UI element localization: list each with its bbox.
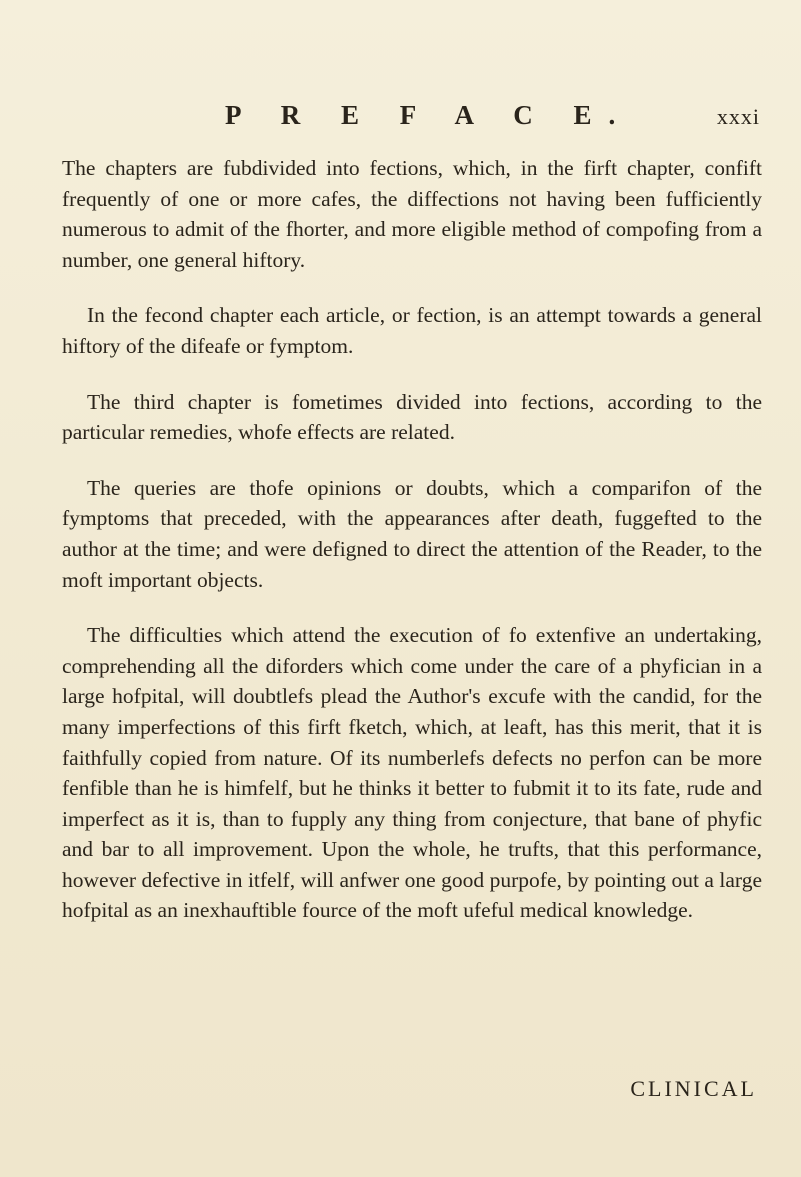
page-number: xxxi [716,104,760,129]
paragraph-chapters: The chapters are fubdivided into fections, which, in the firft chapter, confift frequently of one or more cafes, the diffections not having been fufficiently numerous to admit of the fhorter, and more eligible method of compofing from a number, one general hiftory. [62,156,762,272]
paragraph-queries: The queries are thofe opinions or doubts, which a comparifon of the fymptoms that preceded, with the appearances after death, fuggefted to the author at the time; and were defigned to direct the attention of the Reader, to the moft important objects. [62,475,762,592]
paragraph-third-chapter: The third chapter is fometimes divided into fections, according to the particular remedies, whofe effects are related. [62,389,762,445]
running-head-title: P R E F A C E. [225,100,633,130]
running-head [60,100,760,140]
paragraph-difficulties: The difficulties which attend the execution of fo extenfive an undertaking, comprehending all the diforders which come under the care of a phyfician in a large hofpital, will doubtlefs plead the Author's excufe with the candid, for the many imperfections of this firft fketch, which, at leaft, has this merit, that it is faithfully copied from nature. Of its numberlefs defects no perfon can be more fenfible than he is himfelf, but he thinks it better to fubmit it to its fate, rude and imperfect as it is, than to fupply any thing from conjecture, that bane of phyfic and bar to all improvement. Upon the whole, he trufts, that this performance, however defective in itfelf, will anfwer one good purpofe, by pointing out a large hofpital as an inexhauftible fource of the moft ufeful medical knowledge. [62,623,762,923]
catchword: CLINICAL [630,1076,757,1101]
body-text [62,153,762,926]
paragraph-second-chapter: In the fecond chapter each article, or fection, is an attempt towards a general hiftory of the difeafe or fymptom. [62,303,762,358]
